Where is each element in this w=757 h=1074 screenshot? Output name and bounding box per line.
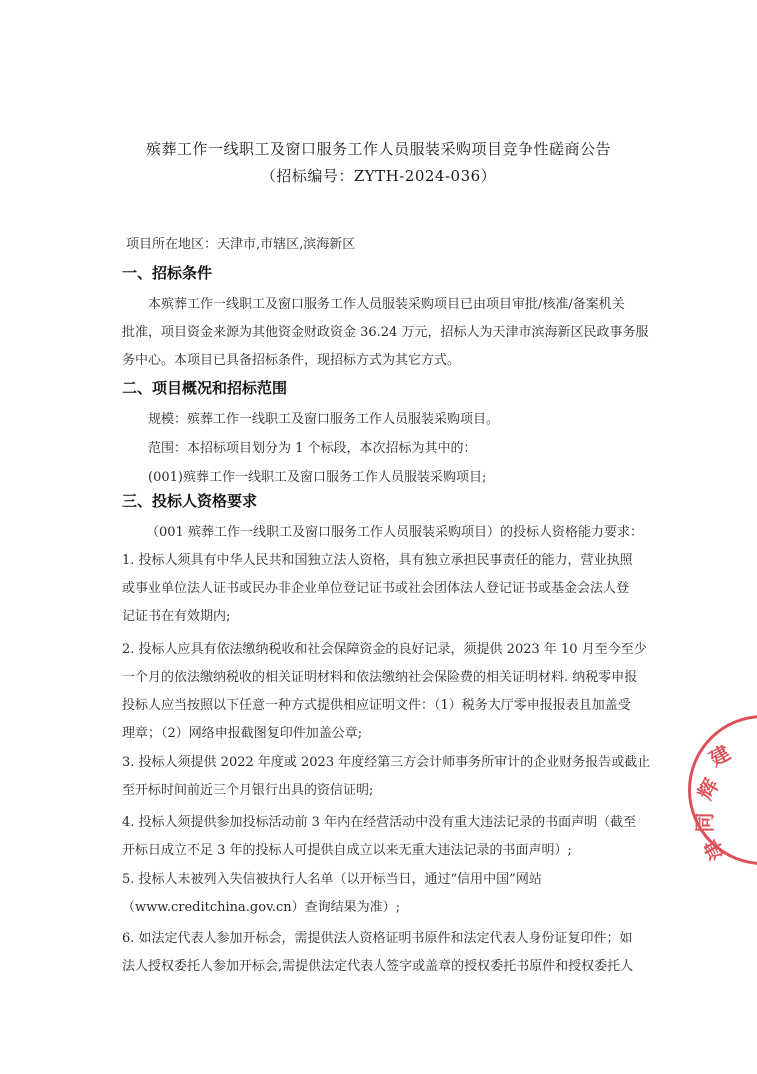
section-heading-qualifications: 三、投标人资格要求 — [122, 492, 258, 510]
paragraph-line: 6. 如法定代表人参加开标会，需提供法人资格证明书原件和法定代表人身份证复印件；如 — [122, 931, 633, 946]
paragraph-line: 2. 投标人应具有依法缴纳税收和社会保障资金的良好记录，须提供 2023 年 10 月至今至少 — [122, 642, 647, 657]
paragraph-line: 4. 投标人须提供参加投标活动前 3 年内在经营活动中没有重大违法记录的书面声明（截至 — [122, 815, 637, 830]
paragraph-line: 批准，项目资金来源为其他资金财政资金 36.24 万元，招标人为天津市滨海新区民政事务服 — [122, 325, 649, 340]
paragraph-line: 1. 投标人须具有中华人民共和国独立法人资格，具有独立承担民事责任的能力，营业执照 — [122, 553, 633, 568]
section-heading-bidding-conditions: 一、招标条件 — [122, 264, 213, 282]
paragraph-line: 5. 投标人未被列入失信被执行人名单（以开标当日，通过“信用中国”网站 — [122, 872, 542, 887]
paragraph-line: （001 殡葬工作一线职工及窗口服务工作人员服装采购项目）的投标人资格能力要求： — [146, 525, 643, 540]
paragraph-line: 法人授权委托人参加开标会,需提供法定代表人签字或盖章的授权委托书原件和授权委托人 — [122, 959, 634, 974]
document-title: 殡葬工作一线职工及窗口服务工作人员服装采购项目竞争性磋商公告 — [145, 140, 611, 158]
company-seal: 建 辉 同 津 — [688, 715, 757, 865]
paragraph-line: 记证书在有效期内; — [122, 609, 231, 624]
paragraph-line: （www.creditchina.gov.cn）查询结果为准）; — [122, 900, 401, 915]
paragraph-line: 一个月的依法缴纳税收的相关证明材料和依法缴纳社会保险费的相关证明材料. 纳税零申报 — [122, 670, 638, 685]
paragraph-line: 本殡葬工作一线职工及窗口服务工作人员服装采购项目已由项目审批/核准/备案机关 — [148, 297, 625, 312]
paragraph-line: 规模：殡葬工作一线职工及窗口服务工作人员服装采购项目。 — [148, 412, 500, 427]
section-heading-project-overview: 二、项目概况和招标范围 — [122, 379, 288, 397]
paragraph-line: 理章；（2）网络申报截图复印件加盖公章; — [122, 726, 363, 741]
project-region: 项目所在地区：天津市,市辖区,滨海新区 — [126, 237, 356, 252]
paragraph-line: 范围：本招标项目划分为 1 个标段，本次招标为其中的： — [148, 441, 477, 456]
paragraph-line: 务中心。本项目已具备招标条件，现招标方式为其它方式。 — [122, 353, 461, 368]
paragraph-line: 或事业单位法人证书或民办非企业单位登记证书或社会团体法人登记证书或基金会法人登 — [122, 581, 630, 596]
paragraph-line: 至开标时间前近三个月银行出具的资信证明; — [122, 783, 374, 798]
paragraph-line: 3. 投标人须提供 2022 年度或 2023 年度经第三方会计师事务所审计的企业财务报告或截止 — [122, 755, 651, 770]
paragraph-line: 开标日成立不足 3 年的投标人可提供自成立以来无重大违法记录的书面声明）; — [122, 843, 572, 858]
bid-number: （招标编号：ZYTH-2024-036） — [260, 167, 497, 185]
paragraph-line: (001)殡葬工作一线职工及窗口服务工作人员服装采购项目; — [148, 470, 487, 485]
paragraph-line: 投标人应当按照以下任意一种方式提供相应证明文件：（1）税务大厅零申报报表且加盖受 — [122, 698, 631, 713]
